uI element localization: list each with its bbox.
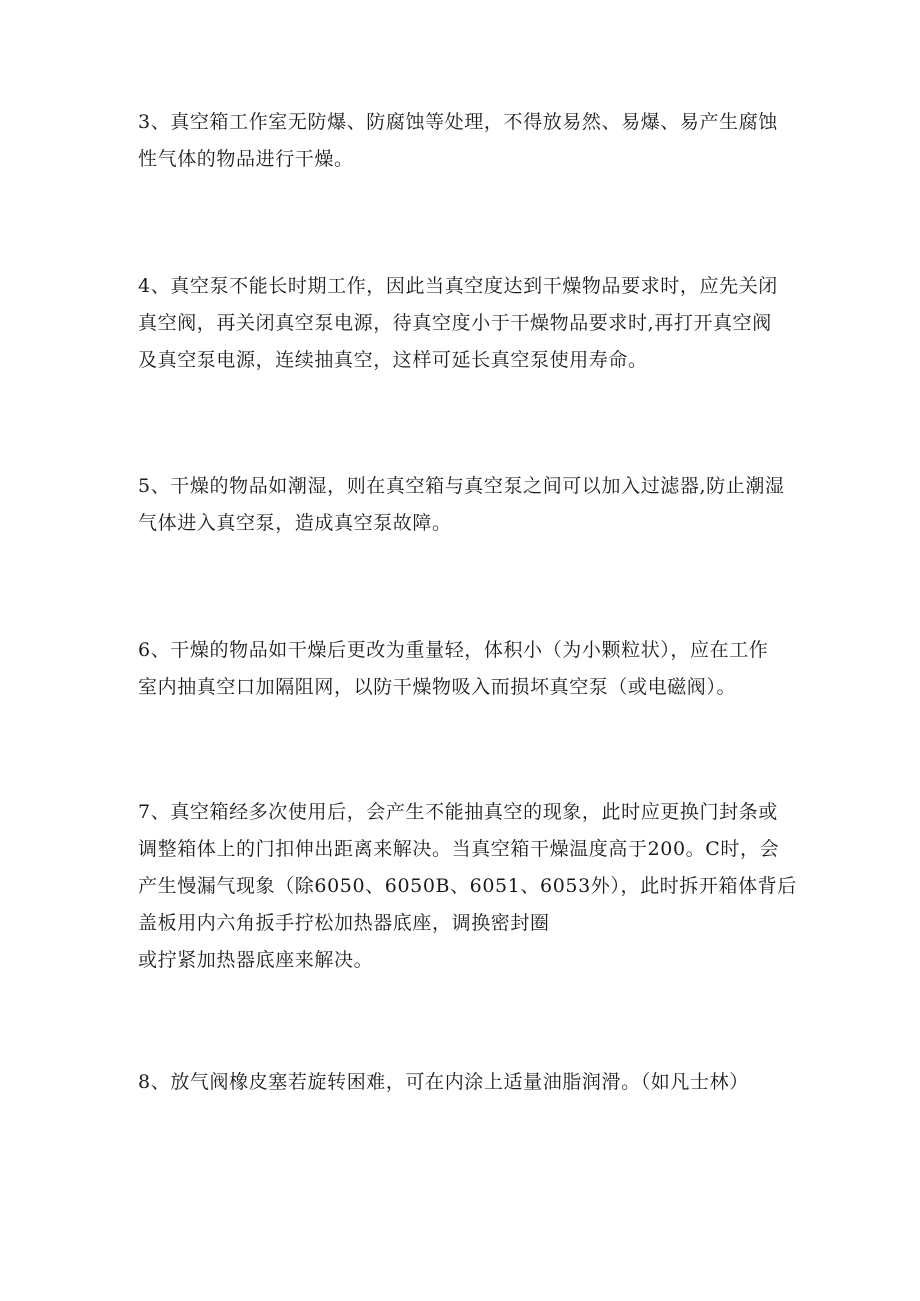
paragraph-item-3	[138, 104, 798, 178]
paragraph-line: 真空阀，再关闭真空泵电源，待真空度小于干燥物品要求时,再打开真空阀	[138, 312, 772, 334]
paragraph-line: 4、真空泵不能长时期工作，因此当真空度达到干燥物品要求时，应先关闭	[138, 275, 778, 297]
paragraph-line: 性气体的物品进行干燥。	[138, 148, 354, 170]
paragraph-item-7	[138, 794, 798, 979]
paragraph-item-8	[138, 1064, 798, 1101]
paragraph-item-6	[138, 632, 798, 706]
paragraph-line: 3、真空箱工作室无防爆、防腐蚀等处理，不得放易然、易爆、易产生腐蚀	[138, 111, 778, 133]
paragraph-item-5	[138, 468, 798, 542]
paragraph-line: 6、干燥的物品如干燥后更改为重量轻，体积小（为小颗粒状），应在工作	[138, 639, 769, 661]
paragraph-line: 7、真空箱经多次使用后，会产生不能抽真空的现象，此时应更换门封条或	[138, 801, 778, 823]
paragraph-line: 室内抽真空口加隔阻网，以防干燥物吸入而损坏真空泵（或电磁阀）。	[138, 676, 737, 698]
paragraph-line: 产生慢漏气现象（除6050、6050B、6051、6053外），此时拆开箱体背后	[138, 875, 797, 897]
paragraph-line: 或拧紧加热器底座来解决。	[138, 949, 374, 971]
paragraph-line: 及真空泵电源，连续抽真空，这样可延长真空泵使用寿命。	[138, 349, 648, 371]
paragraph-line: 盖板用内六角扳手拧松加热器底座，调换密封圈	[138, 912, 550, 934]
paragraph-line: 8、放气阀橡皮塞若旋转困难，可在内涂上适量油脂润滑。（如凡士林）	[138, 1071, 749, 1093]
paragraph-item-4	[138, 268, 798, 379]
paragraph-line: 调整箱体上的门扣伸出距离来解决。当真空箱干燥温度高于200。C时，会	[138, 838, 780, 860]
paragraph-line: 5、干燥的物品如潮湿，则在真空箱与真空泵之间可以加入过滤器,防止潮湿	[138, 475, 785, 497]
paragraph-line: 气体进入真空泵，造成真空泵故障。	[138, 512, 452, 534]
